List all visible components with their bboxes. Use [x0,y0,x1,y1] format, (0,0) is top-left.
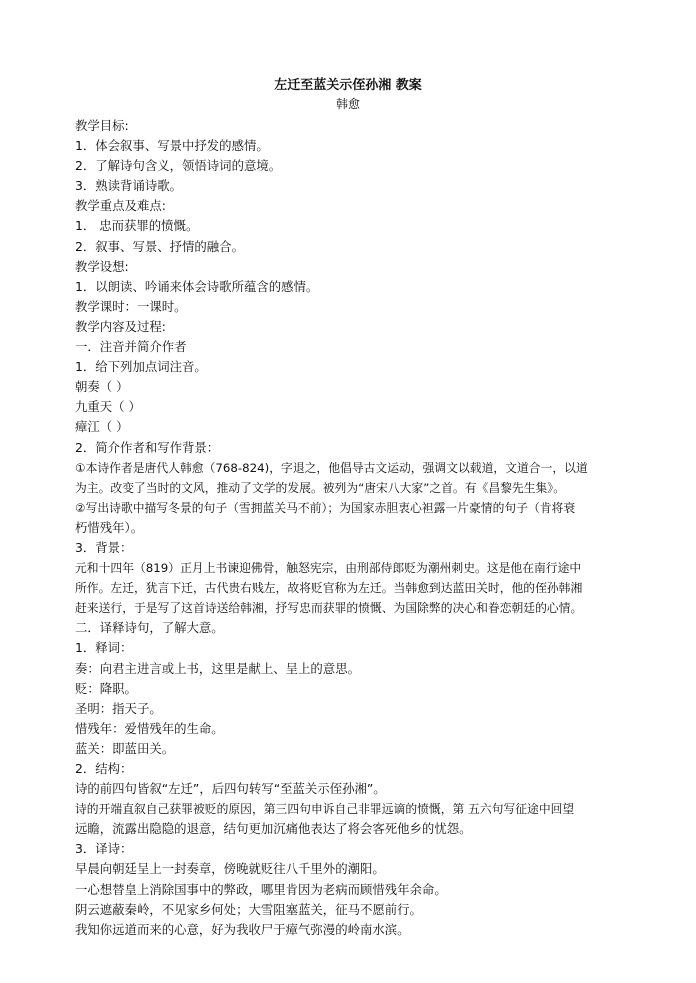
text-line: 朽惜残年）。 [75,519,144,535]
text-line: 赶来送行，于是写了这首诗送给韩湘，抒写忠而获罪的愤慨、为国除弊的决心和眷恋朝廷的心情。 [75,601,583,616]
text-line: 一心想替皇上消除国事中的弊政，哪里肯因为老病而顾惜残年余命。 [75,881,447,897]
text-line: 蓝关：即蓝田关。 [75,740,175,756]
text-line: 元和十四年（819）正月上书谏迎佛骨，触怒宪宗，由刑部侍郎贬为潮州刺史。这是他在南行途中 [75,561,582,576]
text-line: 3．译诗： [75,841,133,857]
section-heading: 教学内容及过程: [75,318,166,334]
text-line: 诗的前四句皆叙“左迁”，后四句转写“至蓝关示侄孙湘”。 [75,781,386,797]
text-line: ①本诗作者是唐代人韩愈（768-824)，字退之，他倡导古文运动，强调文以载道，文道合一，以道 [75,460,588,475]
text-line: ②写出诗歌中描写冬景的句子（雪拥蓝关马不前）；为国家赤胆衷心袒露一片豪情的句子（肯将衰 [75,500,576,515]
text-line: 2．了解诗句含义，领悟诗词的意境。 [75,158,282,174]
text-line: 奏：向君主进言或上书，这里是献上、呈上的意思。 [75,660,360,676]
section-heading: 教学重点及难点: [75,198,166,214]
text-line: 瘴江（ ） [75,419,129,435]
text-line: 3．熟读背诵诗歌。 [75,178,183,194]
text-line: 圣明：指天子。 [75,700,162,716]
text-line: 2．叙事、写景、抒情的融合。 [75,238,244,254]
text-line: 惜残年：爱惜残年的生命。 [75,720,224,736]
text-line: 1．给下列加点词注音。 [75,359,207,375]
text-line: 1．体会叙事、写景中抒发的感情。 [75,138,269,154]
text-line: 贬：降职。 [75,680,137,696]
section-heading: 教学目标: [75,118,129,133]
text-line: 1．释词： [75,640,133,656]
text-line: 2．结构： [75,761,133,776]
text-line: 朝奏（ ） [75,379,129,395]
document-author: 韩愈 [335,97,360,111]
text-line: 远瞻，流露出隐隐的退意，结句更加沉痛他表达了将会客死他乡的忧怨。 [75,821,472,837]
section-heading: 教学设想: [75,258,129,274]
text-line: 2．简介作者和写作背景： [75,439,220,455]
text-line: 阴云遮蔽秦岭，不见家乡何处；大雪阻塞蓝关，征马不愿前行。 [75,901,422,917]
text-line: 3．背景： [75,539,133,555]
text-line: 所作。左迁，犹言下迁，古代贵右贱左，故将贬官称为左迁。当韩愈到达蓝田关时，他的侄孙韩湘 [75,581,583,596]
text-line: 1． 忠而获罪的愤慨。 [75,218,199,234]
text-line: 我知你远道而来的心意，好为我收尸于瘴气弥漫的岭南水滨。 [75,921,410,937]
text-line: 诗的开端直叙自己获罪被贬的原因，第三四句申诉自己非罪远谪的愤慨，第 五六句写征途中回望 [75,802,575,817]
text-line: 九重天（ ） [75,399,141,415]
document-body [75,116,625,940]
section-heading: 二．译释诗句，了解大意。 [75,620,224,636]
section-heading: 一．注音并简介作者 [75,339,187,355]
document-title: 左迁至蓝关示侄孙湘 教案 [274,78,422,93]
text-line: 1．以朗读、吟诵来体会诗歌所蕴含的感情。 [75,278,319,294]
text-line: 早晨向朝廷呈上一封奏章，傍晚就贬往八千里外的潮阳。 [75,861,385,877]
text-line: 教学课时：一课时。 [75,298,187,314]
text-line: 为主。改变了当时的文风，推动了文学的发展。被列为“唐宋八大家”之首。有《昌黎先生集》。 [75,480,565,495]
